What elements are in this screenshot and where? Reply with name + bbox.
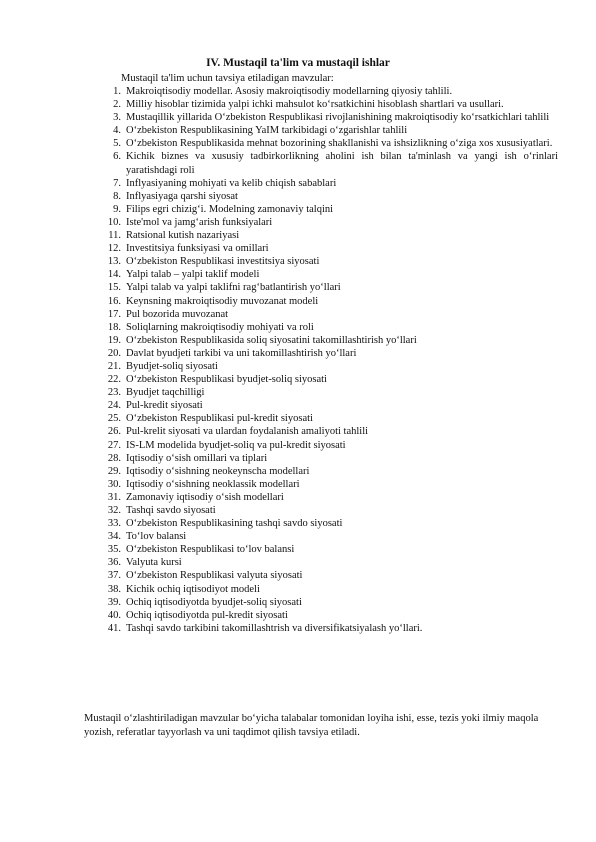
list-item: [100, 478, 558, 491]
list-item-number: 26.: [107, 426, 121, 438]
list-item: [100, 137, 558, 150]
list-item-text: Oʻzbekiston Respublikasining tashqi savdo siyosati: [126, 518, 343, 530]
list-item: [100, 596, 558, 609]
list-item-number: 7.: [113, 177, 121, 189]
list-item: [100, 229, 558, 242]
list-item-text: Filips egri chizigʻi. Modelning zamonaviy talqini: [126, 203, 334, 215]
list-item-number: 6.: [113, 151, 121, 163]
list-item-text: Davlat byudjeti tarkibi va uni takomillashtirish yoʻllari: [126, 347, 357, 359]
list-item-number: 8.: [113, 190, 121, 202]
list-item-number: 13.: [107, 256, 121, 268]
list-item-text: Oʻzbekiston Respublikasining YaIM tarkibidagi oʻzgarishlar tahlili: [126, 125, 408, 137]
list-item: [100, 543, 558, 556]
section-heading: IV. Mustaqil ta'lim va mustaqil ishlar: [206, 57, 390, 69]
list-item-number: 41.: [107, 622, 121, 634]
list-item-text: Pul-krelit siyosati va ulardan foydalanish amaliyoti tahlili: [126, 426, 369, 438]
list-item-text: Makroiqtisodiy modellar. Asosiy makroiqtisodiy modellarning qiyosiy tahlili.: [126, 86, 453, 97]
list-item-text: Ochiq iqtisodiyotda pul-kredit siyosati: [126, 609, 288, 621]
list-item: [100, 452, 558, 465]
list-item-number: 37.: [107, 570, 121, 582]
list-item-number: 19.: [107, 334, 121, 346]
list-item: [100, 412, 558, 425]
list-item-number: 10.: [107, 216, 121, 228]
intro-text: Mustaqil ta'lim uchun tavsiya etiladigan mavzular:: [121, 73, 334, 84]
list-item-text: Oʻzbekiston Respublikasi valyuta siyosati: [126, 570, 303, 582]
list-item-text: Ratsional kutish nazariyasi: [126, 230, 240, 242]
list-item-text: Kichik ochiq iqtisodiyot modeli: [126, 583, 260, 595]
list-item-text: Soliqlarning makroiqtisodiy mohiyati va roli: [126, 321, 314, 333]
list-item-number: 17.: [107, 308, 121, 320]
list-item-number: 36.: [107, 557, 121, 569]
list-item-text: Inflyasiyaga qarshi siyosat: [126, 190, 238, 202]
list-item: [100, 334, 558, 347]
list-item: [100, 530, 558, 543]
list-item: [100, 465, 558, 478]
list-item: [100, 373, 558, 386]
list-item: [100, 190, 558, 203]
list-item: [100, 399, 558, 412]
list-item-number: 32.: [107, 505, 121, 516]
list-item-text: Zamonaviy iqtisodiy oʻsish modellari: [126, 491, 284, 503]
list-item: [100, 98, 558, 111]
list-item-text: Milliy hisoblar tizimida yalpi ichki mahsulot koʻrsatkichini hisoblash shartlari va usullari.: [126, 99, 504, 111]
list-item-number: 15.: [107, 282, 121, 294]
footer-paragraph: Mustaqil oʻzlashtiriladigan mavzular boʻyicha talabalar tomonidan loyiha ishi, esse, tezis yoki ilmiy maqola yozish, referatlar tayyorlash va uni taqdimot qilish tavsiya etiladi.: [84, 713, 539, 738]
list-item-text: Pul bozorida muvozanat: [126, 308, 229, 320]
list-item-text: Pul-kredit siyosati: [126, 400, 203, 412]
list-item-number: 11.: [108, 230, 121, 242]
list-item: [100, 216, 558, 229]
list-item: [100, 347, 558, 360]
list-item-text: Yalpi talab – yalpi taklif modeli: [126, 269, 260, 281]
list-item: [100, 439, 558, 452]
list-item: [100, 569, 558, 582]
list-item: [100, 85, 558, 98]
list-item-number: 18.: [107, 321, 121, 333]
list-item: [100, 308, 558, 321]
list-item-text: Mustaqillik yillarida Oʻzbekiston Respublikasi rivojlanishining makroiqtisodiy koʻrsatkichlari tahlili: [126, 112, 550, 124]
list-item: [100, 622, 558, 635]
list-item-text: Valyuta kursi: [126, 557, 182, 569]
list-item: [100, 321, 558, 334]
list-item-text: Oʻzbekiston Respublikasi pul-kredit siyosati: [126, 413, 313, 425]
list-item-number: 40.: [107, 609, 121, 621]
list-item-number: 28.: [107, 452, 121, 464]
list-item-number: 3.: [113, 112, 121, 124]
list-item-number: 2.: [113, 99, 121, 111]
list-item: [100, 177, 558, 190]
list-item-text: IS-LM modelida byudjet-soliq va pul-kredit siyosati: [126, 439, 346, 451]
list-item-number: 34.: [107, 531, 121, 543]
list-item-number: 23.: [107, 387, 121, 399]
list-item: [100, 504, 558, 517]
list-item-number: 16.: [107, 295, 121, 307]
list-item-text: Byudjet-soliq siyosati: [126, 360, 218, 372]
list-item-number: 1.: [113, 86, 121, 97]
list-item: [100, 556, 558, 569]
list-item-text: Tashqi savdo tarkibini takomillashtrish va diversifikatsiyalash yoʻllari.: [126, 622, 423, 634]
list-item: [100, 203, 558, 216]
list-item: [100, 386, 558, 399]
list-item-number: 9.: [113, 203, 121, 215]
list-item-number: 25.: [107, 413, 121, 425]
list-item-number: 12.: [107, 243, 121, 255]
list-item-text: Keynsning makroiqtisodiy muvozanat modeli: [126, 295, 319, 307]
list-item: [100, 242, 558, 255]
list-item: [100, 124, 558, 137]
list-item: [100, 609, 558, 622]
list-item: [100, 111, 558, 124]
list-item-number: 39.: [107, 596, 121, 608]
list-item: [100, 255, 558, 268]
list-item-number: 22.: [107, 374, 121, 386]
list-item-text: Oʻzbekiston Respublikasi byudjet-soliq siyosati: [126, 374, 327, 386]
list-item: [100, 491, 558, 504]
list-item-text: Iqtisodiy oʻsish omillari va tiplari: [126, 452, 268, 464]
list-item: [100, 583, 558, 596]
list-item-number: 24.: [107, 400, 121, 412]
list-item-text: Ochiq iqtisodiyotda byudjet-soliq siyosati: [126, 596, 302, 608]
list-item-number: 21.: [107, 360, 121, 372]
list-item: [100, 150, 558, 176]
list-item-number: 14.: [107, 269, 121, 281]
list-item-text: Toʻlov balansi: [126, 531, 187, 543]
list-item-text: Oʻzbekiston Respublikasi toʻlov balansi: [126, 544, 295, 556]
list-item-text: Iqtisodiy oʻsishning neokeynscha modellari: [126, 465, 310, 477]
list-item-text: Oʻzbekiston Respublikasida mehnat bozorining shakllanishi va ishsizlikning oʻziga xos xususiyatlari.: [126, 138, 553, 150]
list-item-number: 27.: [107, 439, 121, 451]
topics-list: [100, 85, 558, 635]
list-item: [100, 360, 558, 373]
list-item-text: Kichik biznes va xususiy tadbirkorlikning aholini ish bilan ta'minlash va yangi ish oʻrinlari yaratishdagi roli: [126, 151, 558, 176]
list-item-text: Investitsiya funksiyasi va omillari: [126, 243, 269, 255]
list-item-number: 29.: [107, 465, 121, 477]
list-item: [100, 295, 558, 308]
list-item-number: 31.: [107, 491, 121, 503]
list-item-number: 35.: [107, 544, 121, 556]
list-item-number: 4.: [113, 125, 121, 137]
list-item-text: Oʻzbekiston Respublikasida soliq siyosatini takomillashtirish yoʻllari: [126, 334, 417, 346]
list-item-number: 5.: [113, 138, 121, 150]
list-item: [100, 425, 558, 438]
list-item-text: Inflyasiyaning mohiyati va kelib chiqish sabablari: [126, 177, 337, 189]
list-item-number: 33.: [107, 518, 121, 530]
list-item-text: Byudjet taqchilligi: [126, 387, 205, 399]
list-item: [100, 281, 558, 294]
list-item-text: Iste'mol va jamgʻarish funksiyalari: [126, 216, 273, 228]
list-item: [100, 268, 558, 281]
list-item-text: Iqtisodiy oʻsishning neoklassik modellari: [126, 478, 300, 490]
list-item: [100, 517, 558, 530]
list-item-text: Yalpi talab va yalpi taklifni ragʻbatlantirish yoʻllari: [126, 282, 341, 294]
list-item-number: 38.: [107, 583, 121, 595]
list-item-number: 30.: [107, 478, 121, 490]
list-item-text: Tashqi savdo siyosati: [126, 505, 216, 516]
list-item-number: 20.: [107, 347, 121, 359]
list-item-text: Oʻzbekiston Respublikasi investitsiya siyosati: [126, 256, 320, 268]
